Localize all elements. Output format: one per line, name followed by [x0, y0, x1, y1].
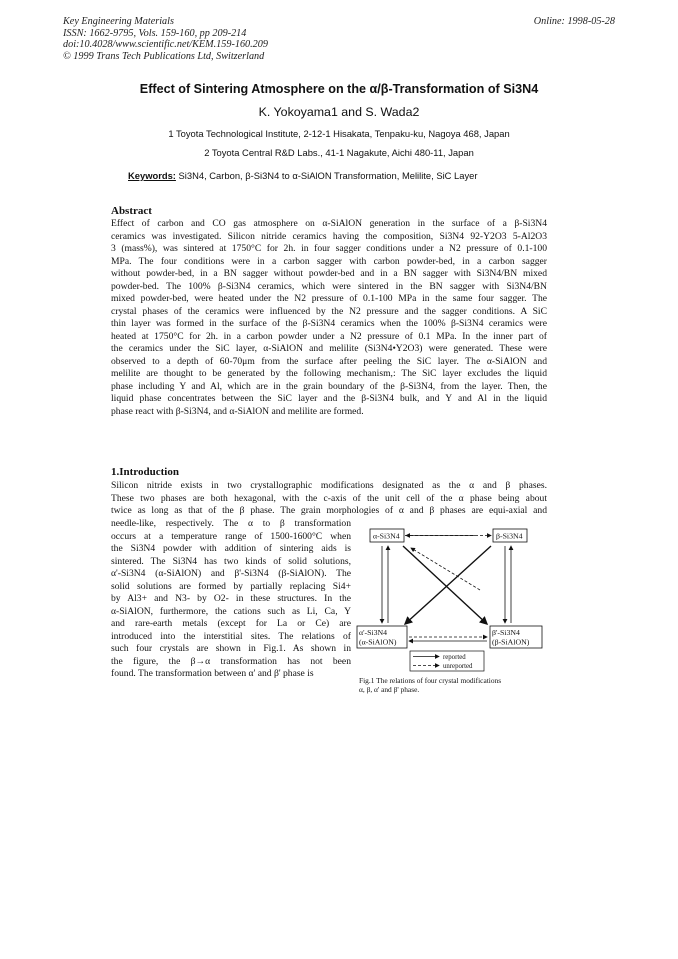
text-line: and rare-earth metals (except for La or Ce) are — [111, 618, 351, 629]
text-line: needle-like, respectively. The α to β transformation — [111, 518, 351, 529]
box-beta-prime-label-2: (β-SiAlON) — [492, 637, 530, 647]
legend-reported: reported — [443, 654, 466, 661]
box-alpha-label: α-Si3N4 — [373, 531, 400, 541]
paper-authors: K. Yokoyama1 and S. Wada2 — [258, 105, 420, 119]
text-line: found. The transformation between α' and β' phase is — [111, 668, 314, 679]
page-header — [63, 16, 615, 62]
text-line: the Si3N4 powder with addition of sintering aids is — [111, 543, 351, 554]
text-line: crystal phases of the ceramics were influenced by the N2 pressure and the sagger conditions. A SiC — [111, 305, 547, 317]
box-alpha-prime — [357, 626, 407, 648]
text-line: liquid phase concentrates between the SiC layer and the β-Si3N4 bulk, and Y and Al in the liquid — [111, 393, 547, 404]
arrow-diagonal-beta-alpha-prime — [405, 546, 491, 624]
introduction-heading: 1.Introduction — [111, 466, 179, 478]
affiliation-1: 1 Toyota Technological Institute, 2-12-1 Hisakata, Tenpaku-ku, Nagoya 468, Japan — [168, 128, 510, 139]
figure-1-caption-line-2: α, β, α' and β' phase. — [359, 685, 420, 695]
text-line: melilite are thought to be generated by the following mechanism,: The SiC layer excludes the liquid — [111, 368, 547, 379]
online-date: Online: 1998-05-28 — [533, 16, 615, 27]
keywords-label: Keywords: — [128, 170, 176, 181]
issn-line: ISSN: 1662-9795, Vols. 159-160, pp 209-214 — [63, 27, 247, 39]
figure-1-diagram — [355, 524, 545, 672]
text-line: mixed powder-bed, were heated under the N2 pressure of 0.1-100 MPa in the same four sagger. The — [111, 293, 547, 304]
text-line: the figure, the β→α transformation has not been — [111, 655, 351, 667]
introduction-body — [111, 480, 547, 518]
text-line: such four crystals are shown in Fig.1. As shown in — [111, 643, 351, 654]
abstract-body — [111, 218, 547, 418]
text-line: phase react with β-Si3N4, and α-SiAlON and melilite are formed. — [111, 405, 364, 417]
text-line: α-SiAlON, furthermore, the cations such as Li, Ca, Y — [111, 605, 351, 617]
text-line: introduced into the interstitial sites. The relations of — [111, 630, 351, 642]
figure-legend — [410, 651, 484, 671]
text-line: Effect of carbon and CO gas atmosphere on α-SiAlON generation in the surface of a β-Si3N4 — [111, 218, 547, 229]
text-line: heated at 1750°C for 2h. in a carbon powder under a N2 pressure of 0.1 MPa. In the inner part of — [111, 330, 547, 342]
copyright-line: © 1999 Trans Tech Publications Ltd, Switzerland — [63, 50, 265, 62]
journal-name: Key Engineering Materials — [63, 16, 174, 27]
legend-unreported: unreported — [443, 663, 473, 670]
text-line: solid solutions are formed by partially replacing Si4+ — [111, 580, 351, 592]
text-line: twice as long as that of the β phase. The grain morphologies of α and β phases are equi-axial and — [111, 505, 547, 516]
text-line: powder-bed. The 100% β-Si3N4 ceramics, which were sintered in the BN sagger with Si3N4/BN — [111, 280, 547, 292]
text-line: phase including Y and Al, which are in the grain boundary of the β-Si3N4, from the layer. Then, the — [111, 380, 547, 392]
box-beta-prime-label-1: β'-Si3N4 — [492, 628, 520, 637]
text-line: sintered. The Si3N4 has two kinds of solid solutions, — [111, 555, 351, 567]
paper-title: Effect of Sintering Atmosphere on the α/β-Transformation of Si3N4 — [139, 82, 539, 96]
arrow-diagonal-alpha-beta-prime — [403, 546, 487, 624]
text-line: α'-Si3N4 (α-SiAlON) and β'-Si3N4 (β-SiAlON). The — [111, 568, 351, 579]
text-line: the ceramics under the SiC layer, α-SiAlON and melilite (Si3N4•Y2O3) were generated. These were — [111, 343, 547, 354]
box-alpha-prime-label-2: (α-SiAlON) — [359, 637, 397, 647]
doi-line: doi:10.4028/www.scientific.net/KEM.159-160.209 — [63, 39, 268, 51]
introduction-body-narrow — [111, 518, 351, 681]
text-line: MPa. The four conditions were in a carbon sagger with carbon powder-bed, in a carbon sagger — [111, 255, 547, 267]
keywords-text: Si3N4, Carbon, β-Si3N4 to α-SiAlON Transformation, Melilite, SiC Layer — [178, 170, 478, 181]
text-line: These two phases are both hexagonal, with the c-axis of the unit cell of the α phase being about — [111, 492, 547, 504]
text-line: without powder-bed, in a BN sagger without powder-bed and in a BN sagger with Si3N4/BN mixed — [111, 268, 547, 279]
text-line: by Al3+ and N3- by O2- in these structures. In the — [111, 593, 351, 604]
text-line: observed to a depth of 60-70μm from the surface after peeling the SiC layer. The α-SiAlON and — [111, 355, 547, 367]
abstract-heading: Abstract — [111, 205, 152, 217]
figure-1-caption — [359, 676, 549, 694]
text-line: ceramics was investigated. Silicon nitride ceramics having the composition, Si3N4 92-Y2O3 5-Al2O3 — [111, 230, 547, 242]
box-alpha-prime-label-1: α'-Si3N4 — [359, 628, 388, 637]
text-line: thin layer was formed in the surface of the β-Si3N4 ceramics when the 100% β-Si3N4 ceramics were — [111, 318, 547, 329]
figure-1-caption-line-1: Fig.1 The relations of four crystal modifications — [359, 676, 502, 685]
affiliation-2: 2 Toyota Central R&D Labs., 41-1 Nagakute, Aichi 480-11, Japan — [204, 147, 474, 158]
box-beta-label: β-Si3N4 — [496, 531, 523, 541]
text-line: Silicon nitride exists in two crystallographic modifications designated as the α and β phases. — [111, 480, 547, 491]
text-line: 3 (mass%), was sintered at 1750°C for 2h. in four sagger conditions under a N2 pressure of 0.1-100 — [111, 243, 547, 254]
box-beta-si3n4 — [493, 529, 527, 542]
keywords-line — [128, 170, 477, 181]
text-line: occurs at a temperature range of 1500-1600°C when — [111, 530, 351, 542]
box-beta-prime — [490, 626, 542, 648]
arrow-diagonal-dashed — [411, 548, 480, 590]
box-alpha-si3n4 — [370, 529, 404, 542]
